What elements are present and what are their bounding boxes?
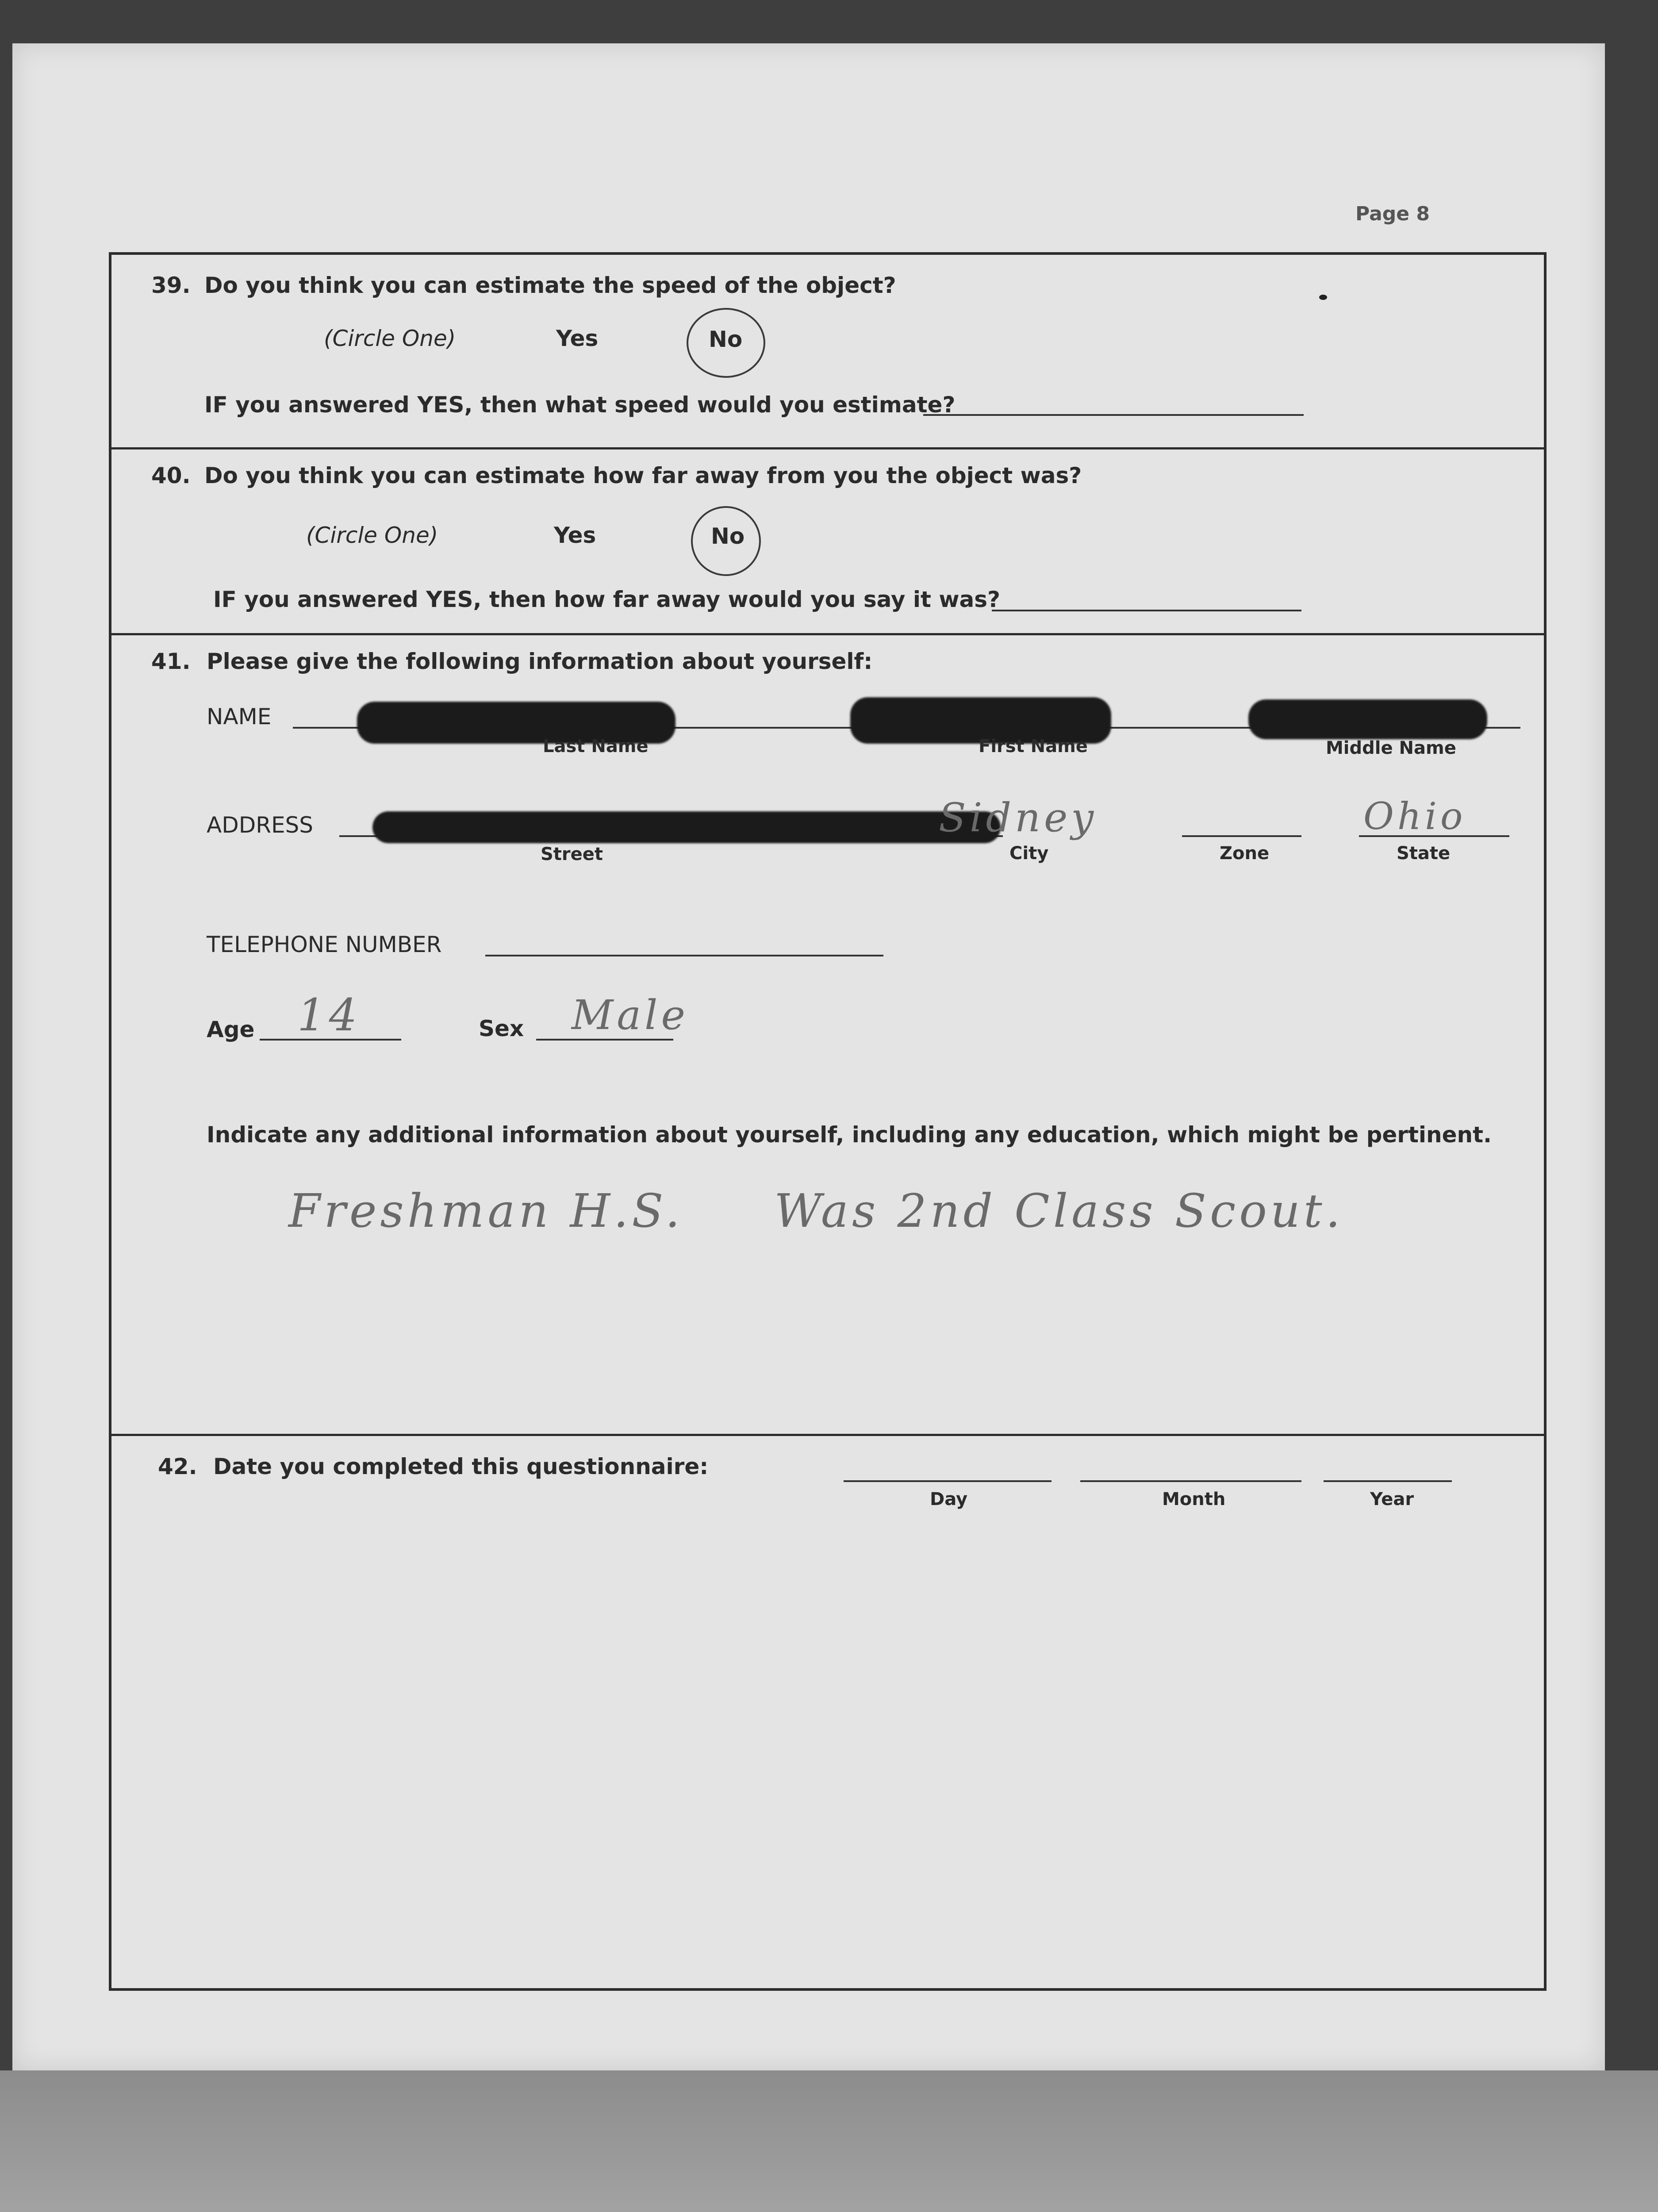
scan-platen: [0, 2070, 1658, 2212]
q39-speed-answer-line[interactable]: [923, 414, 1304, 416]
sex-label: Sex: [479, 1016, 524, 1041]
question-42: [111, 1436, 1544, 1989]
question-40: [111, 449, 1544, 635]
zone-caption: Zone: [1220, 843, 1270, 864]
q40-number: 40.: [151, 463, 191, 488]
address-city-handwritten: Sidney: [939, 795, 1098, 841]
q42-number: 42.: [158, 1454, 197, 1479]
telephone-label: TELEPHONE NUMBER: [207, 932, 442, 957]
first-name-caption: First Name: [979, 736, 1088, 757]
q40-circle-label: (Circle One): [306, 522, 438, 548]
form-frame: [109, 252, 1547, 1991]
telephone-line[interactable]: [485, 955, 883, 956]
state-caption: State: [1397, 843, 1451, 864]
q39-no-option[interactable]: No: [709, 326, 743, 352]
age-handwritten: 14: [297, 989, 361, 1041]
q40-followup: IF you answered YES, then how far away would you say it was?: [213, 587, 1001, 612]
sex-line[interactable]: [536, 1039, 673, 1041]
sex-handwritten: Male: [572, 991, 689, 1039]
date-day-line[interactable]: [844, 1480, 1052, 1482]
middle-name-caption: Middle Name: [1326, 738, 1456, 758]
q39-number: 39.: [151, 273, 191, 298]
name-label: NAME: [207, 704, 272, 730]
additional-info-handwritten: Freshman H.S. Was 2nd Class Scout.: [288, 1184, 1344, 1238]
q39-followup: IF you answered YES, then what speed would you estimate?: [204, 392, 956, 418]
additional-info-prompt: Indicate any additional information about yourself, including any education, which might be pertinent.: [207, 1122, 1492, 1148]
day-caption: Day: [930, 1489, 968, 1509]
age-label: Age: [207, 1017, 255, 1042]
q39-yes-option[interactable]: Yes: [556, 326, 599, 351]
question-39: [111, 255, 1544, 449]
q42-prompt: Date you completed this questionnaire:: [213, 1454, 709, 1479]
q39-selection-circle: [687, 308, 765, 378]
address-zone-line[interactable]: [1182, 835, 1301, 837]
redaction-street: [372, 811, 1001, 843]
year-caption: Year: [1370, 1489, 1414, 1509]
last-name-caption: Last Name: [543, 736, 649, 757]
month-caption: Month: [1162, 1489, 1226, 1509]
q40-yes-option[interactable]: Yes: [554, 522, 596, 548]
q39-question: Do you think you can estimate the speed of the object?: [204, 273, 896, 298]
city-caption: City: [1009, 843, 1049, 864]
question-41: [111, 635, 1544, 1436]
q40-distance-answer-line[interactable]: [992, 610, 1301, 611]
page-number: Page 8: [1355, 203, 1430, 225]
q40-no-option[interactable]: No: [711, 523, 745, 549]
address-state-handwritten: Ohio: [1363, 795, 1466, 838]
date-month-line[interactable]: [1080, 1480, 1301, 1482]
q40-selection-circle: [691, 506, 761, 576]
redaction-middle-name: [1248, 699, 1487, 739]
questionnaire-page: [12, 43, 1605, 2070]
q41-number: 41.: [151, 649, 191, 674]
q41-prompt: Please give the following information about yourself:: [207, 649, 873, 674]
q39-circle-label: (Circle One): [324, 326, 456, 351]
date-year-line[interactable]: [1324, 1480, 1452, 1482]
q40-question: Do you think you can estimate how far away from you the object was?: [204, 463, 1082, 488]
street-caption: Street: [541, 844, 603, 864]
address-label: ADDRESS: [207, 812, 314, 838]
ink-speck: [1319, 295, 1327, 300]
